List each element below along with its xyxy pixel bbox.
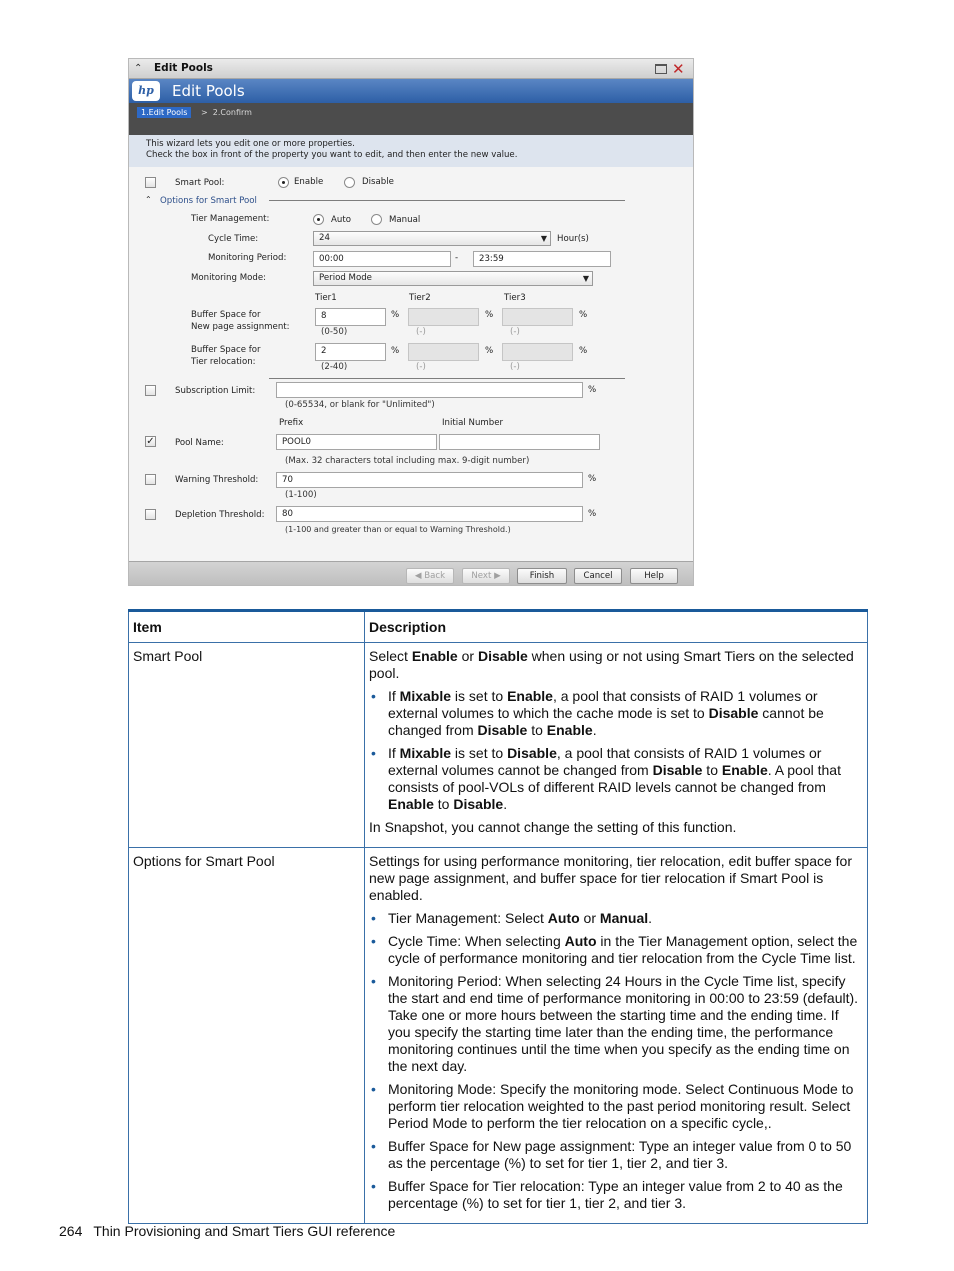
description-cell	[365, 643, 868, 848]
step-confirm-label: 2.Confirm	[212, 108, 252, 117]
buffer-new-tier2-input	[408, 308, 479, 326]
bold-term: Enable	[411, 648, 458, 664]
text-segment: Cycle Time: When selecting	[388, 933, 565, 949]
list-item	[369, 1138, 861, 1172]
tier-management-label: Tier Management:	[191, 214, 270, 224]
bold-term: Enable	[388, 796, 434, 812]
column-header-description: Description	[365, 611, 868, 643]
text-segment: , a pool that consists of RAID 1 volumes or external volumes cannot be changed from	[388, 745, 822, 778]
window-titlebar	[129, 59, 693, 79]
depletion-input[interactable]: 80	[276, 506, 583, 522]
buffer-reloc-range: (2-40)	[321, 362, 348, 372]
subscription-input[interactable]	[276, 382, 583, 398]
description-intro	[369, 648, 861, 682]
buffer-reloc-label-2: Tier relocation:	[191, 357, 256, 367]
item-cell: Options for Smart Pool	[129, 848, 365, 1224]
monitoring-start-input[interactable]: 00:00	[313, 251, 451, 267]
description-bullets	[369, 910, 861, 1212]
bold-term: Enable	[507, 688, 553, 704]
smart-pool-label: Smart Pool:	[175, 178, 225, 188]
bold-term: Mixable	[399, 688, 452, 704]
back-arrow-icon: ◀	[414, 571, 422, 581]
buffer-new-range: (0-50)	[321, 327, 348, 337]
text-segment: to	[433, 796, 454, 812]
item-cell: Smart Pool	[129, 643, 365, 848]
pool-name-checkbox[interactable]: ✓	[146, 436, 155, 447]
list-item	[369, 745, 861, 813]
next-button[interactable]	[462, 568, 510, 584]
description-cell	[365, 848, 868, 1224]
warning-unit: %	[588, 474, 597, 484]
depletion-label: Depletion Threshold:	[175, 510, 265, 520]
back-button-label: Back	[424, 571, 446, 581]
cycle-time-unit: Hour(s)	[557, 234, 589, 244]
tier2-header: Tier2	[409, 293, 431, 303]
wizard-banner	[129, 79, 693, 135]
buffer-new-label-1: Buffer Space for	[191, 310, 261, 320]
buffer-reloc-label-1: Buffer Space for	[191, 345, 261, 355]
collapse-icon[interactable]: ⌃	[134, 63, 143, 74]
text-segment: .	[592, 722, 597, 738]
bold-term: Disable	[477, 648, 528, 664]
buffer-reloc-tier1-input[interactable]: 2	[315, 343, 386, 361]
intro-line-2: Check the box in front of the property you want to edit, and then enter the new value.	[146, 150, 518, 160]
list-item	[369, 910, 861, 927]
depletion-checkbox[interactable]	[145, 509, 156, 520]
text-segment: when using or not using Smart Tiers on the selected pool.	[369, 648, 854, 681]
bold-term: Enable	[721, 762, 768, 778]
bold-term: Mixable	[399, 745, 452, 761]
page-footer	[59, 1223, 395, 1239]
buffer-reloc-tier2-range: (-)	[416, 362, 426, 372]
text-segment: is set to	[451, 745, 508, 761]
text-segment: in the Tier Management option, select the cycle of performance monitoring and tier relocation from the Cycle Time list.	[388, 933, 858, 966]
text-segment: Settings for using performance monitoring, tier relocation, edit buffer space for new page assignment, and buffer space for tier relocation if Smart Pool is enabled.	[369, 853, 852, 903]
bold-term: Manual	[599, 910, 649, 926]
monitoring-period-label: Monitoring Period:	[208, 253, 287, 263]
cycle-time-value: 24	[319, 233, 330, 243]
bold-term: Disable	[652, 762, 703, 778]
wizard-intro	[129, 135, 693, 167]
buffer-reloc-tier2-input	[408, 343, 479, 361]
depletion-unit: %	[588, 509, 597, 519]
options-end-divider	[269, 378, 625, 379]
table-header-row	[129, 611, 868, 643]
bold-term: Disable	[507, 745, 557, 761]
bold-term: Auto	[564, 933, 597, 949]
description-intro	[369, 853, 861, 904]
pool-initial-label: Initial Number	[442, 418, 504, 428]
buffer-new-tier1-input[interactable]: 8	[315, 308, 386, 326]
help-button[interactable]: Help	[630, 568, 678, 584]
tier-manual-label: Manual	[389, 215, 421, 225]
warning-hint: (1-100)	[285, 490, 317, 500]
text-segment: .	[648, 910, 653, 926]
description-outro: In Snapshot, you cannot change the setting of this function.	[369, 819, 737, 835]
warning-label: Warning Threshold:	[175, 475, 259, 485]
smart-pool-enable-radio[interactable]	[278, 177, 289, 188]
smart-pool-enable-label: Enable	[294, 177, 324, 187]
monitoring-end-input[interactable]: 23:59	[473, 251, 611, 267]
buffer-new-tier2-unit: %	[485, 310, 494, 320]
options-divider	[269, 200, 625, 201]
cycle-time-select[interactable]	[313, 231, 551, 246]
monitoring-mode-label: Monitoring Mode:	[191, 273, 266, 283]
pool-prefix-label: Prefix	[279, 418, 304, 428]
monitoring-period-separator: -	[455, 253, 459, 263]
options-collapse-icon[interactable]: ⌃	[145, 195, 152, 204]
list-item	[369, 933, 861, 967]
smart-pool-disable-radio[interactable]	[344, 177, 355, 188]
step-confirm	[201, 108, 252, 117]
bold-term: Auto	[547, 910, 580, 926]
subscription-unit: %	[588, 385, 597, 395]
text-segment: Monitoring Period: When selecting 24 Hours in the Cycle Time list, specify the start and end time of performance monitoring in 00:00 to 23:59 (default). Take one or more hours between the starting time and the ending time. If you specify the starting time later than the ending time, the performance monitoring continues until the time when you specify as the ending time on the next day.	[388, 973, 859, 1074]
smart-pool-checkbox[interactable]	[145, 177, 156, 188]
warning-checkbox[interactable]	[145, 474, 156, 485]
pool-name-hint: (Max. 32 characters total including max. 9-digit number)	[285, 456, 530, 466]
buffer-new-tier3-unit: %	[579, 310, 588, 320]
list-item	[369, 688, 861, 739]
list-item	[369, 973, 861, 1075]
bold-term: Disable	[708, 705, 759, 721]
pool-name-label: Pool Name:	[175, 438, 224, 448]
text-segment: to	[527, 722, 547, 738]
pool-prefix-input[interactable]: POOL0	[276, 434, 437, 450]
next-button-label: Next	[471, 571, 492, 581]
text-segment: is set to	[451, 688, 508, 704]
text-segment: , a pool that consists of RAID 1 volumes or external volumes to which the cache mode is set to	[388, 688, 818, 721]
back-button[interactable]	[406, 568, 454, 584]
text-segment: Select	[369, 648, 412, 664]
text-segment: Buffer Space for Tier relocation: Type an integer value from 2 to 40 as the percentage (%) to set for tier 1, tier 2, and tier 3.	[388, 1178, 843, 1211]
smart-pool-disable-label: Disable	[362, 177, 394, 187]
buffer-reloc-tier3-unit: %	[579, 346, 588, 356]
text-segment: cannot be changed from	[388, 705, 824, 738]
buffer-reloc-tier3-input	[502, 343, 573, 361]
table-row	[129, 643, 868, 848]
text-segment: .	[503, 796, 508, 812]
text-segment: Buffer Space for New page assignment: Type an integer value from 0 to 50 as the percentage (%) to set for tier 1, tier 2, and tier 3.	[388, 1138, 852, 1171]
subscription-label: Subscription Limit:	[175, 386, 256, 396]
buffer-reloc-tier3-range: (-)	[510, 362, 520, 372]
tier-auto-radio[interactable]	[313, 214, 324, 225]
text-segment: or	[579, 910, 600, 926]
chevron-down-icon: ▼	[540, 234, 547, 243]
monitoring-mode-value: Period Mode	[319, 273, 372, 283]
pool-initial-input[interactable]	[439, 434, 600, 450]
buffer-new-tier2-range: (-)	[416, 327, 426, 337]
warning-input[interactable]: 70	[276, 472, 583, 488]
maximize-icon[interactable]	[655, 64, 667, 74]
chevron-down-icon: ▼	[582, 274, 589, 283]
list-item	[369, 1081, 861, 1132]
tier-auto-label: Auto	[331, 215, 351, 225]
text-segment: If	[388, 688, 400, 704]
description-table	[128, 609, 868, 1224]
step-edit-pools: 1.Edit Pools	[137, 107, 191, 118]
depletion-hint: (1-100 and greater than or equal to Warning Threshold.)	[285, 525, 511, 534]
list-item	[369, 1178, 861, 1212]
buffer-new-tier3-range: (-)	[510, 327, 520, 337]
bold-term: Disable	[453, 796, 504, 812]
buffer-reloc-tier1-unit: %	[391, 346, 400, 356]
step-separator: >	[201, 108, 208, 117]
finish-button[interactable]: Finish	[517, 568, 567, 584]
monitoring-mode-select[interactable]	[313, 271, 593, 286]
window-title: Edit Pools	[154, 62, 213, 74]
intro-line-1: This wizard lets you edit one or more properties.	[146, 139, 355, 149]
cancel-button[interactable]: Cancel	[574, 568, 622, 584]
wizard-button-bar	[129, 561, 693, 586]
tier1-header: Tier1	[315, 293, 337, 303]
tier-manual-radio[interactable]	[371, 214, 382, 225]
edit-pools-dialog	[128, 58, 694, 586]
text-segment: . A pool that consists of pool-VOLs of different RAID levels cannot be changed from	[388, 762, 841, 795]
text-segment: If	[388, 745, 400, 761]
bold-term: Disable	[477, 722, 528, 738]
buffer-new-tier1-unit: %	[391, 310, 400, 320]
subscription-checkbox[interactable]	[145, 385, 156, 396]
table-row	[129, 848, 868, 1224]
banner-title: Edit Pools	[172, 82, 245, 100]
next-arrow-icon: ▶	[494, 571, 501, 581]
tier3-header: Tier3	[504, 293, 526, 303]
hp-logo-icon: hp	[132, 81, 160, 101]
page-number: 264	[59, 1223, 83, 1239]
banner-strip	[129, 79, 693, 103]
bold-term: Enable	[546, 722, 593, 738]
text-segment: or	[457, 648, 478, 664]
cycle-time-label: Cycle Time:	[208, 234, 259, 244]
description-bullets	[369, 688, 861, 813]
text-segment: Tier Management: Select	[388, 910, 548, 926]
options-header[interactable]: Options for Smart Pool	[160, 196, 257, 206]
buffer-reloc-tier2-unit: %	[485, 346, 494, 356]
buffer-new-tier3-input	[502, 308, 573, 326]
buffer-new-label-2: New page assignment:	[191, 322, 290, 332]
text-segment: to	[702, 762, 722, 778]
close-icon[interactable]: ✕	[672, 60, 685, 78]
text-segment: Monitoring Mode: Specify the monitoring mode. Select Continuous Mode to perform tier relocation weighted to the past period monitoring result. Select Period Mode to perform the tier relocation on a specific cycle,.	[388, 1081, 854, 1131]
subscription-hint: (0-65534, or blank for "Unlimited")	[285, 400, 435, 410]
column-header-item: Item	[129, 611, 365, 643]
footer-title: Thin Provisioning and Smart Tiers GUI reference	[93, 1223, 396, 1239]
